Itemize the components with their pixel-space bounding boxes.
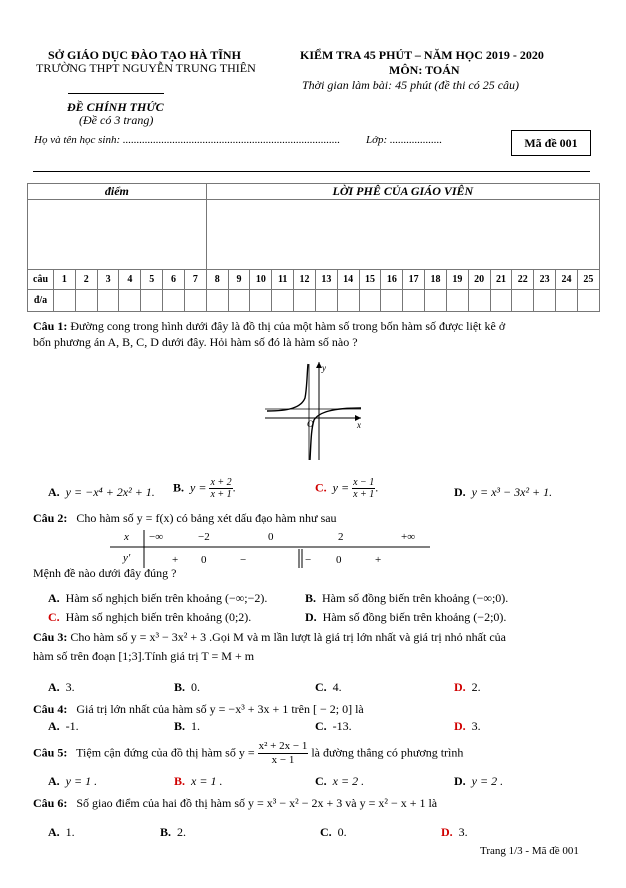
question-number-cell: 23 — [534, 270, 556, 290]
question-number-cell: 9 — [228, 270, 250, 290]
question-number-cell: 13 — [315, 270, 337, 290]
q5-option-d[interactable]: D. y = 2 . — [454, 774, 504, 788]
q2-question: Mệnh đề nào dưới đây đúng ? — [33, 566, 177, 580]
score-header: điểm — [28, 184, 207, 200]
question-number-cell: 6 — [163, 270, 185, 290]
exam-title: KIỂM TRA 45 PHÚT – NĂM HỌC 2019 - 2020 — [300, 48, 544, 62]
question-number-cell: 2 — [75, 270, 97, 290]
question-number-cell: 4 — [119, 270, 141, 290]
answer-cell[interactable] — [228, 290, 250, 312]
sign-2: 0 — [201, 554, 207, 566]
q2-option-d[interactable]: D. Hàm số đồng biến trên khoảng (−2;0). — [305, 610, 507, 624]
q3-text-line2: hàm số trên đoạn [1;3].Tính giá trị T = M + m — [33, 649, 255, 663]
x-val-0: 0 — [268, 531, 274, 543]
graph-y-label: y — [322, 363, 326, 373]
question-number-cell: 3 — [97, 270, 119, 290]
answer-cell[interactable] — [577, 290, 599, 312]
exam-code-box: Mã đề 001 — [511, 130, 591, 156]
teacher-comment-cell — [206, 200, 599, 270]
page-footer: Trang 1/3 - Mã đề 001 — [480, 845, 579, 857]
q1-option-c[interactable]: C. y = $\frac{x - 1}{x + 1}$ . — [315, 477, 379, 500]
answer-cell[interactable] — [184, 290, 206, 312]
q4-option-b[interactable]: B. 1. — [174, 719, 201, 733]
q3-text-line1: Câu 3: Cho hàm số y = x³ − 3x² + 3 .Gọi M và m lần lượt là giá trị lớn nhất và giá trị nhỏ nhất của — [33, 630, 506, 644]
grade-table — [27, 183, 600, 312]
q5-option-b[interactable]: B. x = 1 . — [174, 774, 223, 788]
score-cell — [28, 200, 207, 270]
q1-text-line1: Câu 1: Đường cong trong hình dưới đây là đồ thị của một hàm số trong bốn hàm số được liệt kê ở — [33, 319, 506, 333]
answer-cell[interactable] — [75, 290, 97, 312]
question-number-cell: 25 — [577, 270, 599, 290]
q2-text: Câu 2: Cho hàm số y = f(x) có bảng xét dấu đạo hàm như sau — [33, 511, 337, 525]
question-number-cell: 22 — [512, 270, 534, 290]
answer-cell[interactable] — [490, 290, 512, 312]
question-number-cell: 18 — [425, 270, 447, 290]
answer-cell[interactable] — [250, 290, 272, 312]
question-number-cell: 16 — [381, 270, 403, 290]
time-note: Thời gian làm bài: 45 phút (đề thi có 25 câu) — [302, 78, 520, 92]
answer-cell[interactable] — [54, 290, 76, 312]
q3-option-b[interactable]: B. 0. — [174, 680, 201, 694]
q1-text-line2: bốn phương án A, B, C, D dưới đây. Hỏi hàm số đó là hàm số nào ? — [33, 335, 358, 349]
teacher-comment-header: LỜI PHÊ CỦA GIÁO VIÊN — [206, 184, 599, 200]
answer-cell[interactable] — [381, 290, 403, 312]
question-number-cell: 7 — [184, 270, 206, 290]
answer-cell[interactable] — [163, 290, 185, 312]
class-field: Lớp: ................... — [366, 134, 443, 146]
q3-option-d[interactable]: D. 2. — [454, 680, 481, 694]
q4-option-d[interactable]: D. 3. — [454, 719, 481, 733]
question-row-label: câu — [28, 270, 54, 290]
header-divider — [68, 93, 164, 94]
q6-text: Câu 6: Số giao điểm của hai đồ thị hàm số y = x³ − x² − 2x + 3 và y = x² − x + 1 là — [33, 796, 438, 810]
question-number-cell: 11 — [272, 270, 294, 290]
q2-option-a[interactable]: A. Hàm số nghịch biến trên khoảng (−∞;−2). — [48, 591, 268, 605]
graph-origin-label: O — [307, 419, 314, 429]
answer-row-label: đ/a — [28, 290, 54, 312]
answer-cell[interactable] — [403, 290, 425, 312]
q4-option-c[interactable]: C. -13. — [315, 719, 352, 733]
question-number-cell: 21 — [490, 270, 512, 290]
q1-option-a[interactable]: A. y = −x⁴ + 2x² + 1. — [48, 485, 155, 499]
sign-1: + — [172, 554, 179, 566]
x-val-neg2: −2 — [198, 531, 210, 543]
answer-cell[interactable] — [446, 290, 468, 312]
x-val-neg-inf: −∞ — [149, 531, 164, 543]
q6-option-d[interactable]: D. 3. — [441, 825, 468, 839]
answer-cell[interactable] — [294, 290, 316, 312]
q1-option-b[interactable]: B. y = $\frac{x + 2}{x + 1}$ . — [173, 477, 236, 500]
answer-cell[interactable] — [468, 290, 490, 312]
sign-table-x-label: x — [124, 531, 129, 543]
answer-cell[interactable] — [119, 290, 141, 312]
q2-sign-table — [110, 528, 430, 570]
pages-note: (Đề có 3 trang) — [79, 113, 154, 127]
question-number-cell: 14 — [337, 270, 359, 290]
question-number-cell: 24 — [556, 270, 578, 290]
answer-cell[interactable] — [315, 290, 337, 312]
question-number-cell: 15 — [359, 270, 381, 290]
q1-option-d[interactable]: D. y = x³ − 3x² + 1. — [454, 485, 553, 499]
answer-cell[interactable] — [359, 290, 381, 312]
student-name-field: Họ và tên học sinh: ............................................................................... — [34, 134, 341, 146]
official-label: ĐỀ CHÍNH THỨC — [67, 100, 164, 114]
answer-cell[interactable] — [512, 290, 534, 312]
x-val-2: 2 — [338, 531, 344, 543]
sign-5: 0 — [336, 554, 342, 566]
q3-option-c[interactable]: C. 4. — [315, 680, 342, 694]
q5-text: Câu 5: Tiệm cận đứng của đồ thị hàm số y = $\frac{\text{x² + 2x − 1}}{x - 1}$ là đường thẳng có phương trình — [33, 740, 464, 766]
answer-cell[interactable] — [337, 290, 359, 312]
question-number-cell: 5 — [141, 270, 163, 290]
q5-option-c[interactable]: C. x = 2 . — [315, 774, 365, 788]
question-number-cell: 17 — [403, 270, 425, 290]
school-name: TRƯỜNG THPT NGUYỄN TRUNG THIÊN — [36, 61, 256, 75]
q2-option-b[interactable]: B. Hàm số đồng biến trên khoảng (−∞;0). — [305, 591, 509, 605]
q2-option-c[interactable]: C. Hàm số nghịch biến trên khoảng (0;2). — [48, 610, 252, 624]
sign-table-y-label: y′ — [123, 552, 131, 564]
answer-cell[interactable] — [272, 290, 294, 312]
subject: MÔN: TOÁN — [389, 63, 460, 77]
question-number-cell: 12 — [294, 270, 316, 290]
answer-cell[interactable] — [141, 290, 163, 312]
q4-option-a[interactable]: A. -1. — [48, 719, 79, 733]
q5-option-a[interactable]: A. y = 1 . — [48, 774, 98, 788]
x-val-pos-inf: +∞ — [401, 531, 416, 543]
question-number-cell: 1 — [54, 270, 76, 290]
q6-option-a[interactable]: A. 1. — [48, 825, 75, 839]
answer-cell[interactable] — [534, 290, 556, 312]
question-number-cell: 20 — [468, 270, 490, 290]
q3-option-a[interactable]: A. 3. — [48, 680, 75, 694]
header-rule — [33, 171, 590, 172]
answer-cell[interactable] — [556, 290, 578, 312]
q4-text: Câu 4: Giá trị lớn nhất của hàm số y = −x³ + 3x + 1 trên [ − 2; 0] là — [33, 702, 364, 716]
graph-x-label: x — [357, 420, 361, 430]
sign-3: − — [240, 554, 247, 566]
q1-function-graph — [263, 362, 363, 462]
answer-cell[interactable] — [206, 290, 228, 312]
q6-option-c[interactable]: C. 0. — [320, 825, 347, 839]
question-number-cell: 8 — [206, 270, 228, 290]
q6-option-b[interactable]: B. 2. — [160, 825, 187, 839]
question-number-cell: 10 — [250, 270, 272, 290]
department-name: SỞ GIÁO DỤC ĐÀO TẠO HÀ TĨNH — [48, 48, 241, 62]
sign-4: − — [305, 554, 312, 566]
question-number-cell: 19 — [446, 270, 468, 290]
sign-6: + — [375, 554, 382, 566]
answer-cell[interactable] — [97, 290, 119, 312]
answer-cell[interactable] — [425, 290, 447, 312]
